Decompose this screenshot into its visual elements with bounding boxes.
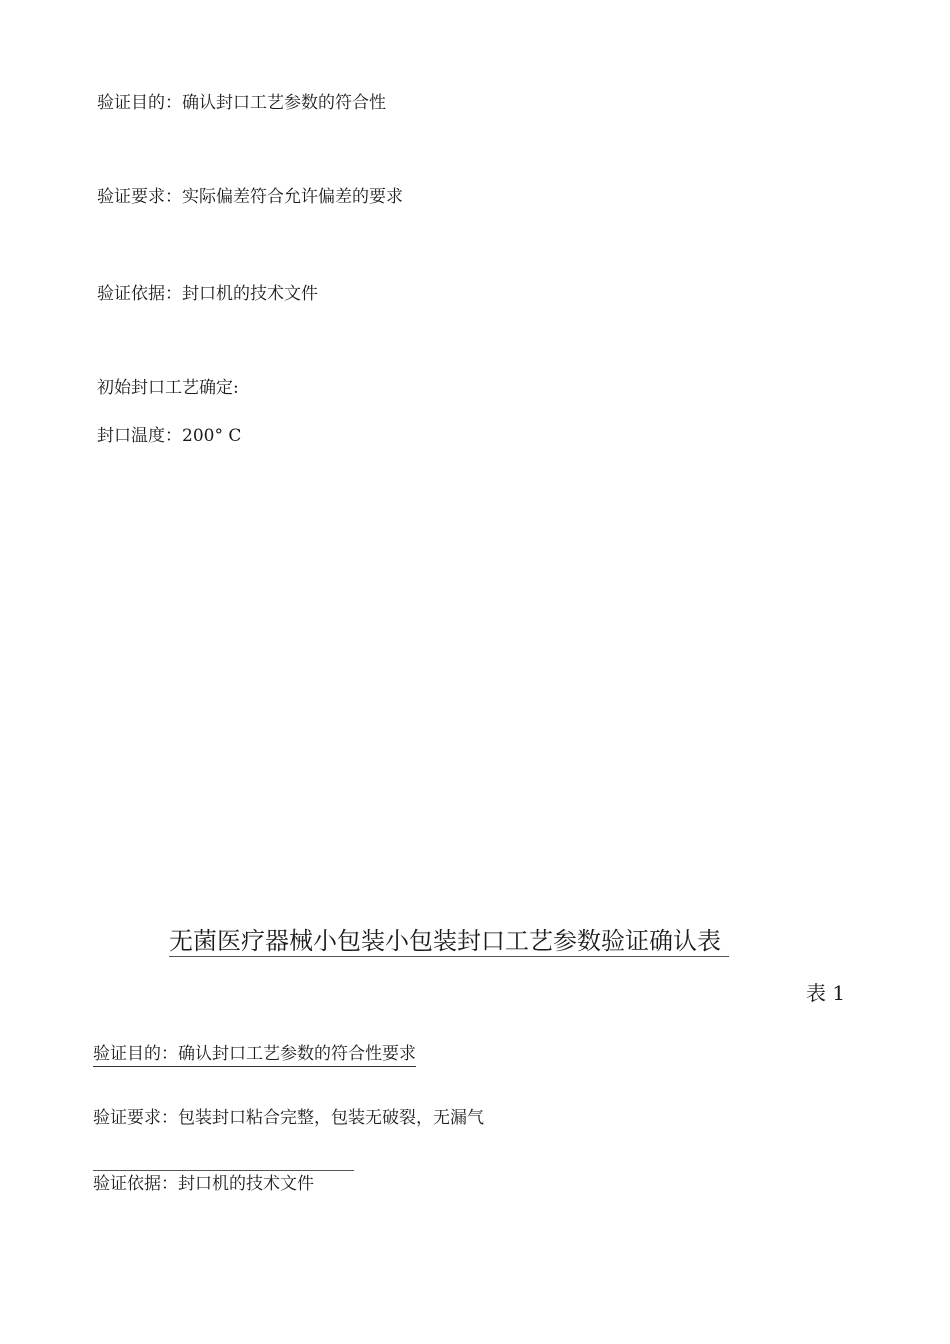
upper-purpose-line: 验证目的：确认封口工艺参数的符合性 bbox=[97, 93, 386, 113]
form-title: 无菌医疗器械小包装小包装封口工艺参数验证确认表 bbox=[169, 926, 729, 957]
form-requirement-line: 验证要求：包装封口粘合完整，包装无破裂，无漏气 bbox=[93, 1108, 484, 1128]
table-number: 表 1 bbox=[806, 981, 846, 1005]
form-purpose-line: 验证目的：确认封口工艺参数的符合性要求 bbox=[93, 1043, 416, 1067]
initial-process-heading: 初始封口工艺确定: bbox=[97, 378, 239, 398]
upper-basis-line: 验证依据：封口机的技术文件 bbox=[97, 284, 318, 304]
seal-temperature-line: 封口温度：200° C bbox=[97, 426, 242, 446]
form-basis-line: 验证依据：封口机的技术文件 bbox=[93, 1174, 314, 1194]
form-divider-rule bbox=[93, 1170, 354, 1171]
upper-requirement-line: 验证要求：实际偏差符合允许偏差的要求 bbox=[97, 187, 403, 207]
